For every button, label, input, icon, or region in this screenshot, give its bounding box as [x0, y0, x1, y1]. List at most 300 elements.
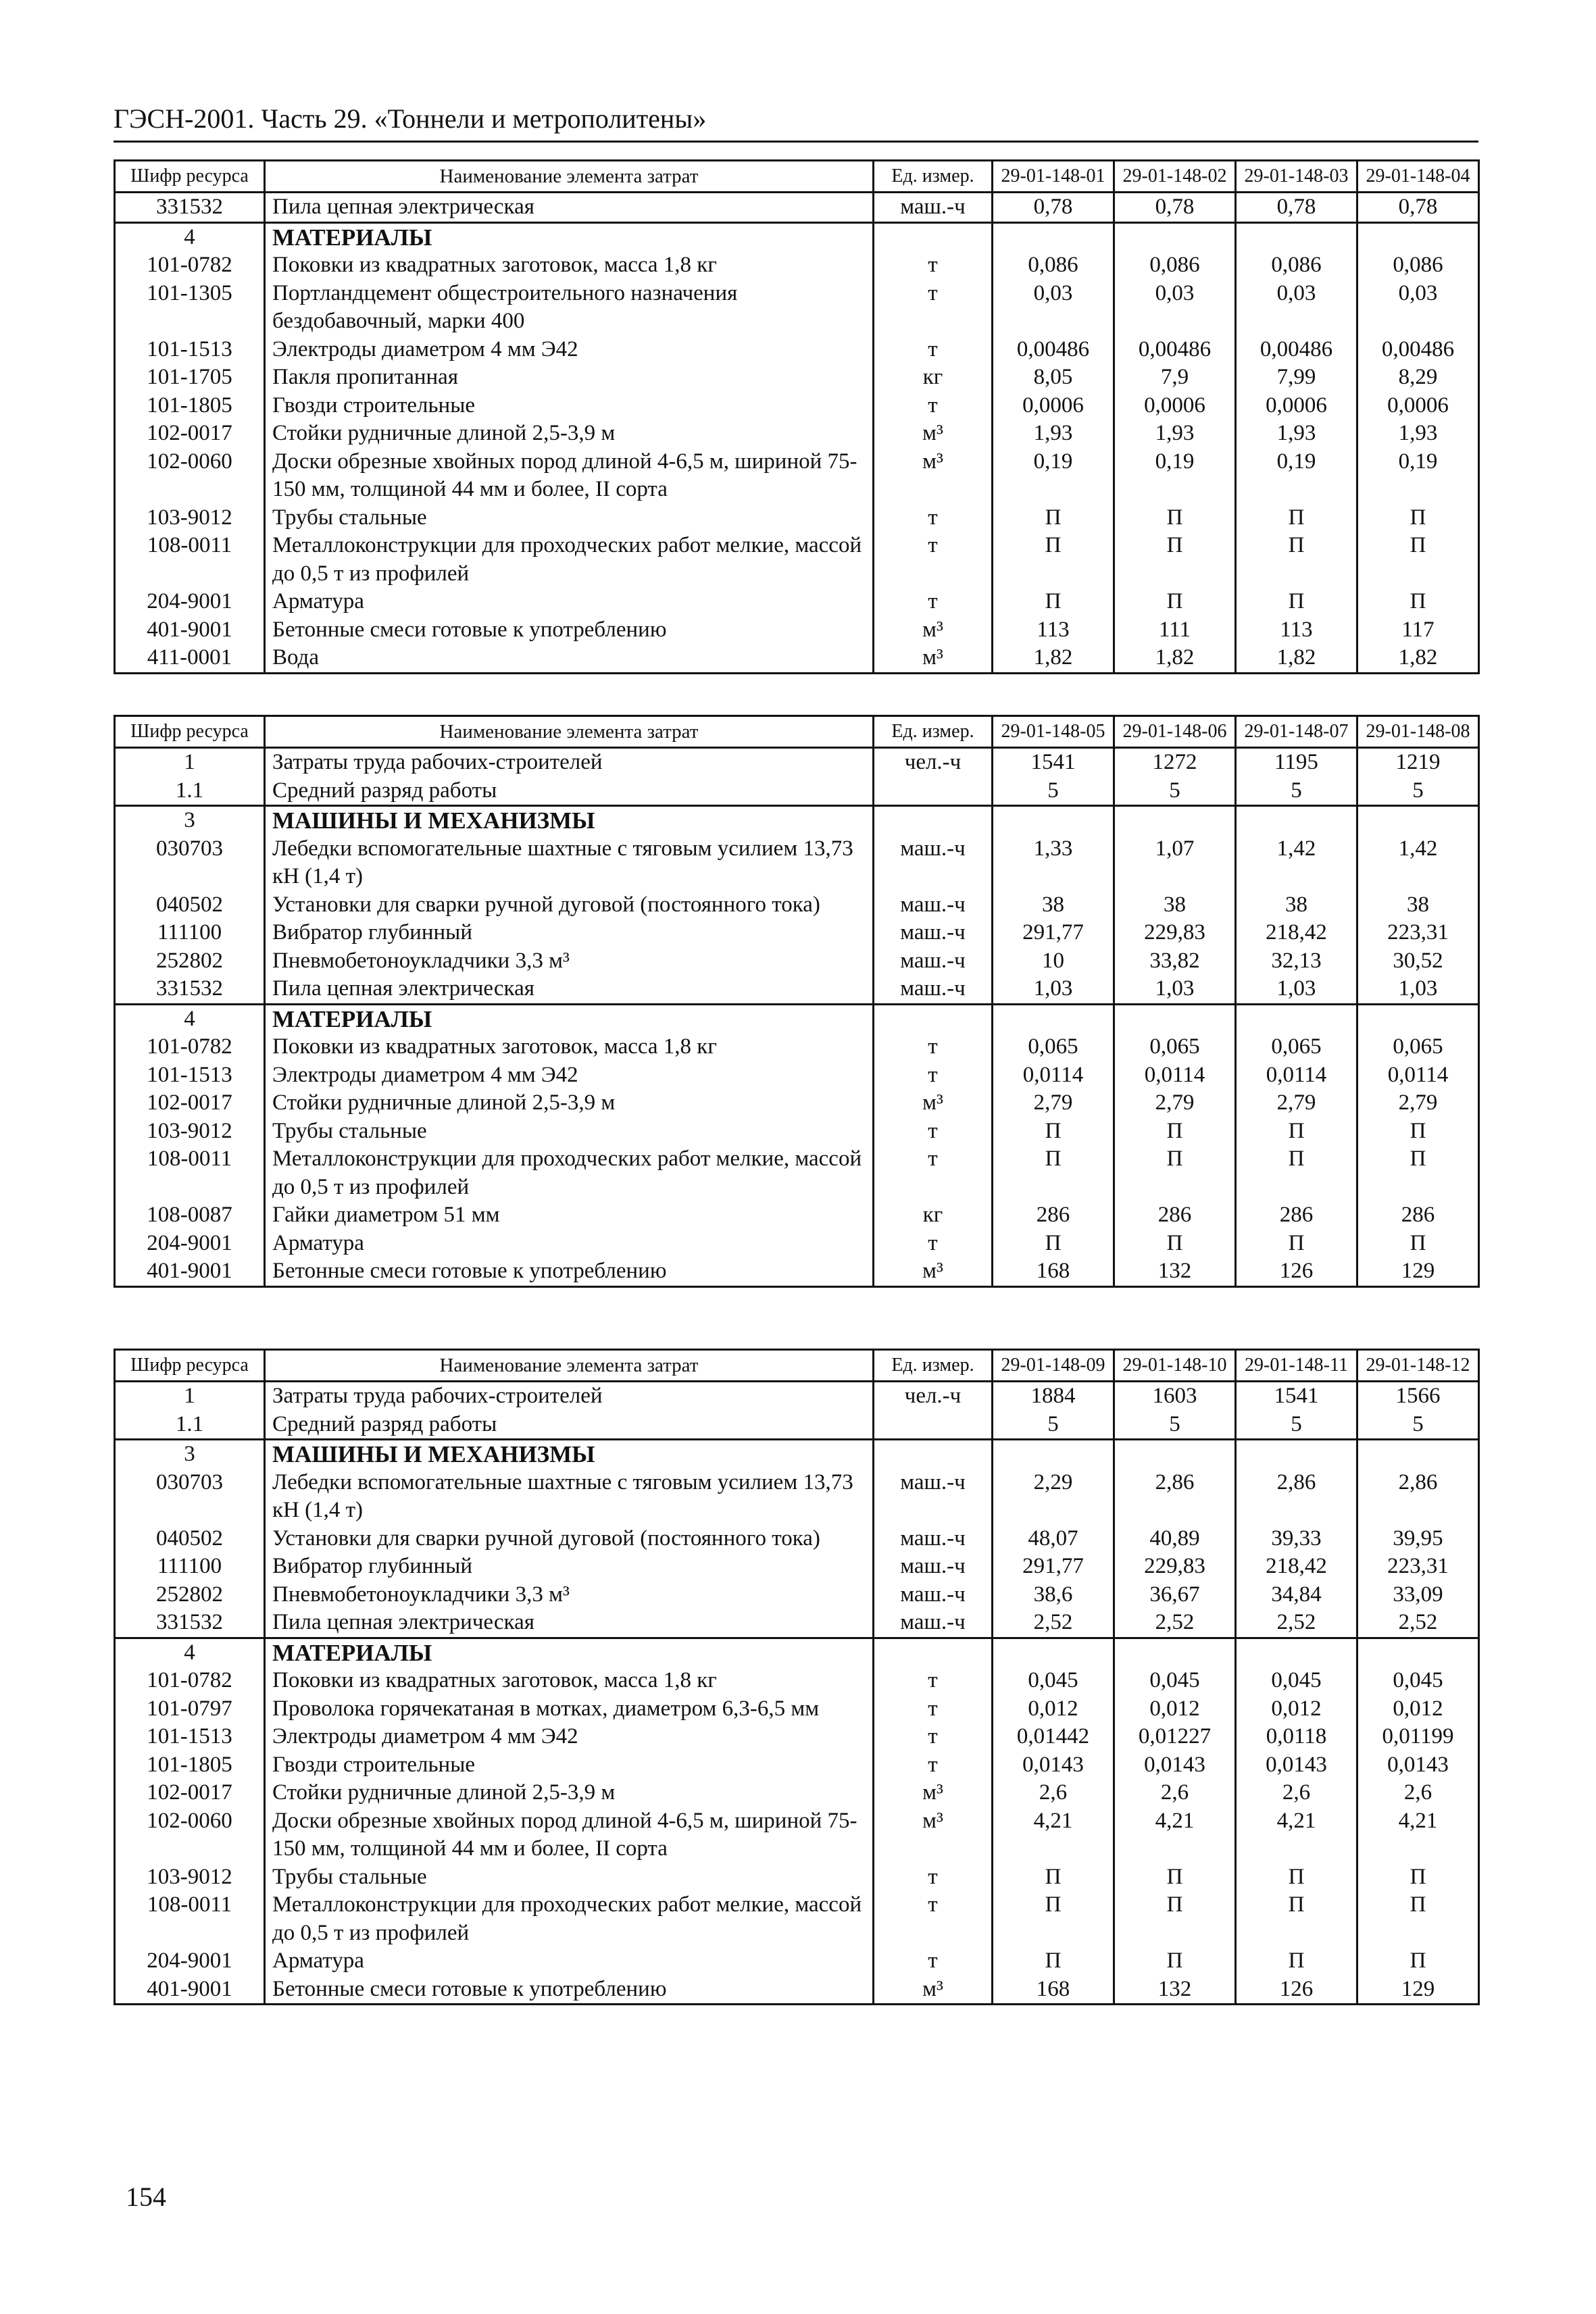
resource-name: Арматура	[265, 588, 874, 616]
resource-value: 33,82	[1114, 947, 1236, 976]
resource-value: 286	[1236, 1201, 1357, 1230]
table-row	[115, 1863, 1479, 1892]
resource-code: 101-1513	[115, 1061, 265, 1090]
resource-name: Пила цепная электрическая	[265, 1609, 874, 1638]
resource-value: 38	[1357, 891, 1479, 920]
section-title: МАШИНЫ И МЕХАНИЗМЫ	[265, 806, 874, 835]
resource-value: 0,03	[993, 280, 1114, 336]
header-norm-code: 29-01-148-08	[1357, 716, 1479, 748]
resource-value: 40,89	[1114, 1525, 1236, 1553]
resource-code: 331532	[115, 193, 265, 223]
resource-value: 2,86	[1114, 1469, 1236, 1525]
resource-value: 0,00486	[1357, 336, 1479, 364]
resource-unit: кг	[874, 1201, 993, 1230]
resource-code: 4	[115, 222, 265, 251]
resource-value: 117	[1357, 616, 1479, 645]
resource-value: П	[993, 1145, 1114, 1201]
resource-value: 2,79	[1236, 1089, 1357, 1117]
resource-unit: т	[874, 251, 993, 280]
resource-unit: т	[874, 1667, 993, 1695]
resource-value: 2,29	[993, 1469, 1114, 1525]
resource-unit: м³	[874, 448, 993, 504]
resource-value: 1,03	[993, 975, 1114, 1004]
resource-value: 5	[1114, 1411, 1236, 1440]
resource-value: 36,67	[1114, 1581, 1236, 1609]
resource-value: 1,82	[1357, 644, 1479, 673]
table-row	[115, 1525, 1479, 1553]
table-row	[115, 1145, 1479, 1201]
resource-value	[993, 222, 1114, 251]
resource-code: 101-0782	[115, 1667, 265, 1695]
resource-name: Пила цепная электрическая	[265, 193, 874, 223]
header-norm-code: 29-01-148-05	[993, 716, 1114, 748]
resource-value: 5	[993, 777, 1114, 806]
resource-value: 0,0006	[993, 392, 1114, 420]
resource-value: 113	[993, 616, 1114, 645]
resource-value	[1357, 1440, 1479, 1469]
table-row	[115, 532, 1479, 588]
table-row	[115, 1257, 1479, 1286]
resource-value: 1,82	[1114, 644, 1236, 673]
resource-value: 291,77	[993, 1553, 1114, 1581]
resource-value: П	[1236, 1863, 1357, 1892]
resource-value: 0,01442	[993, 1723, 1114, 1751]
resource-value: 0,03	[1236, 280, 1357, 336]
table-row	[115, 1117, 1479, 1146]
resource-name: Стойки рудничные длиной 2,5-3,9 м	[265, 1779, 874, 1807]
resource-value: 0,0143	[1357, 1751, 1479, 1780]
resource-unit: маш.-ч	[874, 1469, 993, 1525]
resource-value: 0,0143	[993, 1751, 1114, 1780]
resource-value: 1,03	[1236, 975, 1357, 1004]
resource-code: 204-9001	[115, 1947, 265, 1976]
resource-name: Трубы стальные	[265, 504, 874, 532]
resource-code: 101-1513	[115, 1723, 265, 1751]
resource-value: 1,82	[1236, 644, 1357, 673]
resource-value: 2,6	[1357, 1779, 1479, 1807]
resource-code: 4	[115, 1638, 265, 1667]
resource-value: 0,0143	[1114, 1751, 1236, 1780]
resource-code: 102-0060	[115, 1807, 265, 1863]
resource-value	[1114, 1638, 1236, 1667]
resource-value: 2,6	[1236, 1779, 1357, 1807]
resource-value: 0,03	[1357, 280, 1479, 336]
resource-code: 204-9001	[115, 1230, 265, 1258]
resource-unit: маш.-ч	[874, 1525, 993, 1553]
resource-value: 0,045	[1114, 1667, 1236, 1695]
resource-value: П	[1236, 588, 1357, 616]
resource-value: П	[1357, 532, 1479, 588]
resource-unit: т	[874, 1695, 993, 1724]
table-row	[115, 1581, 1479, 1609]
table-row	[115, 336, 1479, 364]
resource-value: 5	[1114, 777, 1236, 806]
resource-value: П	[1357, 1145, 1479, 1201]
resource-value	[993, 806, 1114, 835]
table-row	[115, 392, 1479, 420]
resource-code: 102-0017	[115, 420, 265, 448]
resource-value: 0,086	[993, 251, 1114, 280]
resource-value	[1236, 1638, 1357, 1667]
resource-value: 0,00486	[1114, 336, 1236, 364]
resource-unit: маш.-ч	[874, 919, 993, 947]
resource-unit	[874, 1440, 993, 1469]
resource-code: 1.1	[115, 1411, 265, 1440]
resource-name: Лебедки вспомогательные шахтные с тяговым усилием 13,73 кН (1,4 т)	[265, 1469, 874, 1525]
table-row	[115, 1807, 1479, 1863]
resource-value: 4,21	[1114, 1807, 1236, 1863]
resource-unit: т	[874, 280, 993, 336]
table-header-row	[115, 716, 1479, 748]
resource-name: Поковки из квадратных заготовок, масса 1,8 кг	[265, 1667, 874, 1695]
resource-value: П	[993, 504, 1114, 532]
table-row	[115, 1891, 1479, 1947]
resource-name: Бетонные смеси готовые к употреблению	[265, 1976, 874, 2005]
resource-value: 0,19	[1357, 448, 1479, 504]
resource-name: Электроды диаметром 4 мм Э42	[265, 336, 874, 364]
resource-value: 0,0143	[1236, 1751, 1357, 1780]
resource-unit	[874, 222, 993, 251]
resource-value: 218,42	[1236, 1553, 1357, 1581]
resource-value: 1,07	[1114, 835, 1236, 891]
resource-table-3	[114, 1349, 1480, 2005]
resource-value: П	[1114, 588, 1236, 616]
resource-name: Гайки диаметром 51 мм	[265, 1201, 874, 1230]
resource-value: 1,82	[993, 644, 1114, 673]
resource-value: 0,045	[1236, 1667, 1357, 1695]
resource-table-2	[114, 715, 1480, 1288]
resource-value: 0,065	[1236, 1033, 1357, 1061]
table-row	[115, 1695, 1479, 1724]
resource-value: 0,01227	[1114, 1723, 1236, 1751]
resource-value: 1,03	[1357, 975, 1479, 1004]
resource-unit: т	[874, 532, 993, 588]
header-norm-code: 29-01-148-01	[993, 161, 1114, 193]
table-row	[115, 1723, 1479, 1751]
resource-name: Затраты труда рабочих-строителей	[265, 1382, 874, 1411]
resource-value: 5	[1236, 777, 1357, 806]
resource-code: 204-9001	[115, 588, 265, 616]
resource-name: Вибратор глубинный	[265, 919, 874, 947]
header-norm-code: 29-01-148-06	[1114, 716, 1236, 748]
header-norm-code: 29-01-148-03	[1236, 161, 1357, 193]
resource-value: 286	[1114, 1201, 1236, 1230]
resource-value: 33,09	[1357, 1581, 1479, 1609]
table-row	[115, 1553, 1479, 1581]
resource-name: Портландцемент общестроительного назначения бездобавочный, марки 400	[265, 280, 874, 336]
resource-name: Вибратор глубинный	[265, 1553, 874, 1581]
resource-value: 0,78	[1357, 193, 1479, 223]
resource-value: 2,6	[993, 1779, 1114, 1807]
resource-value: 5	[1357, 777, 1479, 806]
resource-name: Бетонные смеси готовые к употреблению	[265, 1257, 874, 1286]
resource-value: 1603	[1114, 1382, 1236, 1411]
table-row	[115, 777, 1479, 806]
resource-unit: чел.-ч	[874, 748, 993, 777]
resource-value: П	[993, 1117, 1114, 1146]
resource-unit: т	[874, 1863, 993, 1892]
resource-name: Средний разряд работы	[265, 777, 874, 806]
resource-code: 103-9012	[115, 1863, 265, 1892]
header-code: Шифр ресурса	[115, 716, 265, 748]
header-unit: Ед. измер.	[874, 161, 993, 193]
resource-value: 2,52	[1357, 1609, 1479, 1638]
resource-value: 34,84	[1236, 1581, 1357, 1609]
resource-value: 126	[1236, 1976, 1357, 2005]
resource-code: 111100	[115, 919, 265, 947]
resource-value: 5	[1357, 1411, 1479, 1440]
resource-code: 1.1	[115, 777, 265, 806]
resource-value	[1114, 1004, 1236, 1033]
resource-name: Установки для сварки ручной дуговой (постоянного тока)	[265, 891, 874, 920]
resource-value: 0,0114	[1357, 1061, 1479, 1090]
resource-value: П	[1236, 532, 1357, 588]
resource-value	[1236, 806, 1357, 835]
resource-value: 8,29	[1357, 363, 1479, 392]
resource-unit: чел.-ч	[874, 1382, 993, 1411]
table-header-row	[115, 1350, 1479, 1382]
resource-value: 0,012	[1357, 1695, 1479, 1724]
resource-value: 0,0114	[1114, 1061, 1236, 1090]
resource-value: 48,07	[993, 1525, 1114, 1553]
resource-value: 0,012	[1236, 1695, 1357, 1724]
resource-value: П	[1357, 1230, 1479, 1258]
resource-value	[1236, 222, 1357, 251]
resource-value: 1219	[1357, 748, 1479, 777]
section-row	[115, 1004, 1479, 1033]
section-title: МАТЕРИАЛЫ	[265, 1004, 874, 1033]
resource-name: Гвозди строительные	[265, 392, 874, 420]
resource-value: 4,21	[1236, 1807, 1357, 1863]
resource-value: 1884	[993, 1382, 1114, 1411]
resource-code: 1	[115, 748, 265, 777]
resource-unit: маш.-ч	[874, 1609, 993, 1638]
resource-value: П	[1114, 1117, 1236, 1146]
resource-name: Металлоконструкции для проходческих работ мелкие, массой до 0,5 т из профилей	[265, 1145, 874, 1201]
resource-name: Пневмобетоноукладчики 3,3 м³	[265, 947, 874, 976]
resource-code: 411-0001	[115, 644, 265, 673]
resource-value: 10	[993, 947, 1114, 976]
resource-value: 0,0114	[1236, 1061, 1357, 1090]
resource-value	[1236, 1440, 1357, 1469]
resource-code: 102-0060	[115, 448, 265, 504]
resource-value: 2,79	[1357, 1089, 1479, 1117]
header-name: Наименование элемента затрат	[265, 716, 874, 748]
resource-value: 0,065	[1114, 1033, 1236, 1061]
section-title: МАТЕРИАЛЫ	[265, 222, 874, 251]
resource-value: 291,77	[993, 919, 1114, 947]
table-row	[115, 193, 1479, 223]
resource-value: 0,086	[1114, 251, 1236, 280]
resource-name: Затраты труда рабочих-строителей	[265, 748, 874, 777]
resource-code: 101-1805	[115, 1751, 265, 1780]
header-norm-code: 29-01-148-07	[1236, 716, 1357, 748]
resource-value: 111	[1114, 616, 1236, 645]
resource-unit	[874, 1004, 993, 1033]
resource-code: 030703	[115, 1469, 265, 1525]
resource-code: 252802	[115, 1581, 265, 1609]
resource-value: 223,31	[1357, 1553, 1479, 1581]
header-name: Наименование элемента затрат	[265, 1350, 874, 1382]
resource-value: П	[1236, 1145, 1357, 1201]
resource-code: 101-1805	[115, 392, 265, 420]
resource-unit: т	[874, 1117, 993, 1146]
section-row	[115, 1638, 1479, 1667]
resource-value: П	[1357, 588, 1479, 616]
resource-code: 401-9001	[115, 616, 265, 645]
table-row	[115, 1609, 1479, 1638]
resource-value: 126	[1236, 1257, 1357, 1286]
resource-unit: маш.-ч	[874, 835, 993, 891]
resource-value: 0,086	[1236, 251, 1357, 280]
resource-code: 030703	[115, 835, 265, 891]
resource-code: 101-1513	[115, 336, 265, 364]
resource-value	[993, 1004, 1114, 1033]
resource-value: 2,79	[993, 1089, 1114, 1117]
resource-unit: маш.-ч	[874, 975, 993, 1004]
resource-unit: м³	[874, 1089, 993, 1117]
resource-value: 0,0006	[1236, 392, 1357, 420]
section-title: МАТЕРИАЛЫ	[265, 1638, 874, 1667]
resource-value: 2,79	[1114, 1089, 1236, 1117]
resource-name: Стойки рудничные длиной 2,5-3,9 м	[265, 1089, 874, 1117]
resource-code: 040502	[115, 891, 265, 920]
resource-name: Средний разряд работы	[265, 1411, 874, 1440]
resource-name: Гвозди строительные	[265, 1751, 874, 1780]
resource-name: Бетонные смеси готовые к употреблению	[265, 616, 874, 645]
resource-code: 111100	[115, 1553, 265, 1581]
resource-unit: т	[874, 1947, 993, 1976]
resource-value: 2,52	[1236, 1609, 1357, 1638]
resource-code: 108-0011	[115, 1891, 265, 1947]
resource-code: 1	[115, 1382, 265, 1411]
resource-unit: маш.-ч	[874, 947, 993, 976]
resource-value: 113	[1236, 616, 1357, 645]
resource-value: П	[1114, 532, 1236, 588]
resource-unit: кг	[874, 363, 993, 392]
resource-value: 2,86	[1357, 1469, 1479, 1525]
resource-code: 101-0782	[115, 251, 265, 280]
resource-unit: м³	[874, 644, 993, 673]
resource-value: 0,012	[993, 1695, 1114, 1724]
resource-value: 1566	[1357, 1382, 1479, 1411]
resource-code: 040502	[115, 1525, 265, 1553]
header-norm-code: 29-01-148-09	[993, 1350, 1114, 1382]
resource-code: 103-9012	[115, 504, 265, 532]
resource-code: 331532	[115, 975, 265, 1004]
resource-code: 101-0782	[115, 1033, 265, 1061]
resource-value: П	[1236, 1891, 1357, 1947]
resource-value: П	[1114, 1891, 1236, 1947]
resource-value: 0,045	[993, 1667, 1114, 1695]
resource-value: 0,0118	[1236, 1723, 1357, 1751]
resource-unit: м³	[874, 1779, 993, 1807]
resource-value: П	[993, 1891, 1114, 1947]
resource-value: П	[1114, 1947, 1236, 1976]
resource-code: 252802	[115, 947, 265, 976]
resource-value: 0,0006	[1357, 392, 1479, 420]
resource-value: 38	[993, 891, 1114, 920]
table-row	[115, 891, 1479, 920]
table-row	[115, 363, 1479, 392]
resource-value: 38	[1236, 891, 1357, 920]
table-row	[115, 251, 1479, 280]
resource-value: 5	[1236, 1411, 1357, 1440]
resource-value: 229,83	[1114, 919, 1236, 947]
resource-name: Установки для сварки ручной дуговой (постоянного тока)	[265, 1525, 874, 1553]
resource-unit: т	[874, 392, 993, 420]
header-code: Шифр ресурса	[115, 161, 265, 193]
resource-value: 38,6	[993, 1581, 1114, 1609]
table-row	[115, 1201, 1479, 1230]
resource-code: 101-1305	[115, 280, 265, 336]
resource-value	[1114, 222, 1236, 251]
resource-value: П	[993, 588, 1114, 616]
resource-value: 0,065	[993, 1033, 1114, 1061]
table-row	[115, 1976, 1479, 2005]
resource-name: Пакля пропитанная	[265, 363, 874, 392]
table-row	[115, 616, 1479, 645]
resource-unit: маш.-ч	[874, 1553, 993, 1581]
resource-value: 7,9	[1114, 363, 1236, 392]
resource-unit: маш.-ч	[874, 1581, 993, 1609]
resource-code: 3	[115, 1440, 265, 1469]
resource-value: П	[993, 1947, 1114, 1976]
resource-value: 1,42	[1236, 835, 1357, 891]
resource-value: 0,78	[993, 193, 1114, 223]
resource-unit: т	[874, 336, 993, 364]
resource-value: 30,52	[1357, 947, 1479, 976]
resource-value	[993, 1440, 1114, 1469]
table-row	[115, 919, 1479, 947]
table-row	[115, 1089, 1479, 1117]
table-row	[115, 1411, 1479, 1440]
resource-unit	[874, 1411, 993, 1440]
resource-code: 103-9012	[115, 1117, 265, 1146]
resource-name: Металлоконструкции для проходческих работ мелкие, массой до 0,5 т из профилей	[265, 532, 874, 588]
table-row	[115, 420, 1479, 448]
resource-name: Стойки рудничные длиной 2,5-3,9 м	[265, 420, 874, 448]
resource-value: П	[1236, 1230, 1357, 1258]
resource-value: 39,33	[1236, 1525, 1357, 1553]
resource-value: П	[1357, 1947, 1479, 1976]
resource-value: П	[993, 532, 1114, 588]
header-unit: Ед. измер.	[874, 1350, 993, 1382]
page-number: 154	[126, 2182, 166, 2212]
resource-name: Доски обрезные хвойных пород длиной 4-6,5 м, шириной 75-150 мм, толщиной 44 мм и более, II сорта	[265, 1807, 874, 1863]
resource-name: Пила цепная электрическая	[265, 975, 874, 1004]
resource-name: Арматура	[265, 1947, 874, 1976]
resource-value: 0,0114	[993, 1061, 1114, 1090]
resource-unit: т	[874, 1230, 993, 1258]
table-row	[115, 835, 1479, 891]
page-header: ГЭСН-2001. Часть 29. «Тоннели и метрополитены»	[114, 101, 1478, 143]
resource-value: 4,21	[993, 1807, 1114, 1863]
resource-value: 8,05	[993, 363, 1114, 392]
section-row	[115, 222, 1479, 251]
resource-name: Арматура	[265, 1230, 874, 1258]
resource-name: Поковки из квадратных заготовок, масса 1,8 кг	[265, 1033, 874, 1061]
resource-value: 1,03	[1114, 975, 1236, 1004]
resource-unit: т	[874, 1145, 993, 1201]
resource-name: Проволока горячекатаная в мотках, диаметром 6,3-6,5 мм	[265, 1695, 874, 1724]
section-row	[115, 1440, 1479, 1469]
resource-value: 0,19	[1114, 448, 1236, 504]
resource-value: 129	[1357, 1257, 1479, 1286]
table-row	[115, 504, 1479, 532]
section-row	[115, 806, 1479, 835]
table-row	[115, 1667, 1479, 1695]
